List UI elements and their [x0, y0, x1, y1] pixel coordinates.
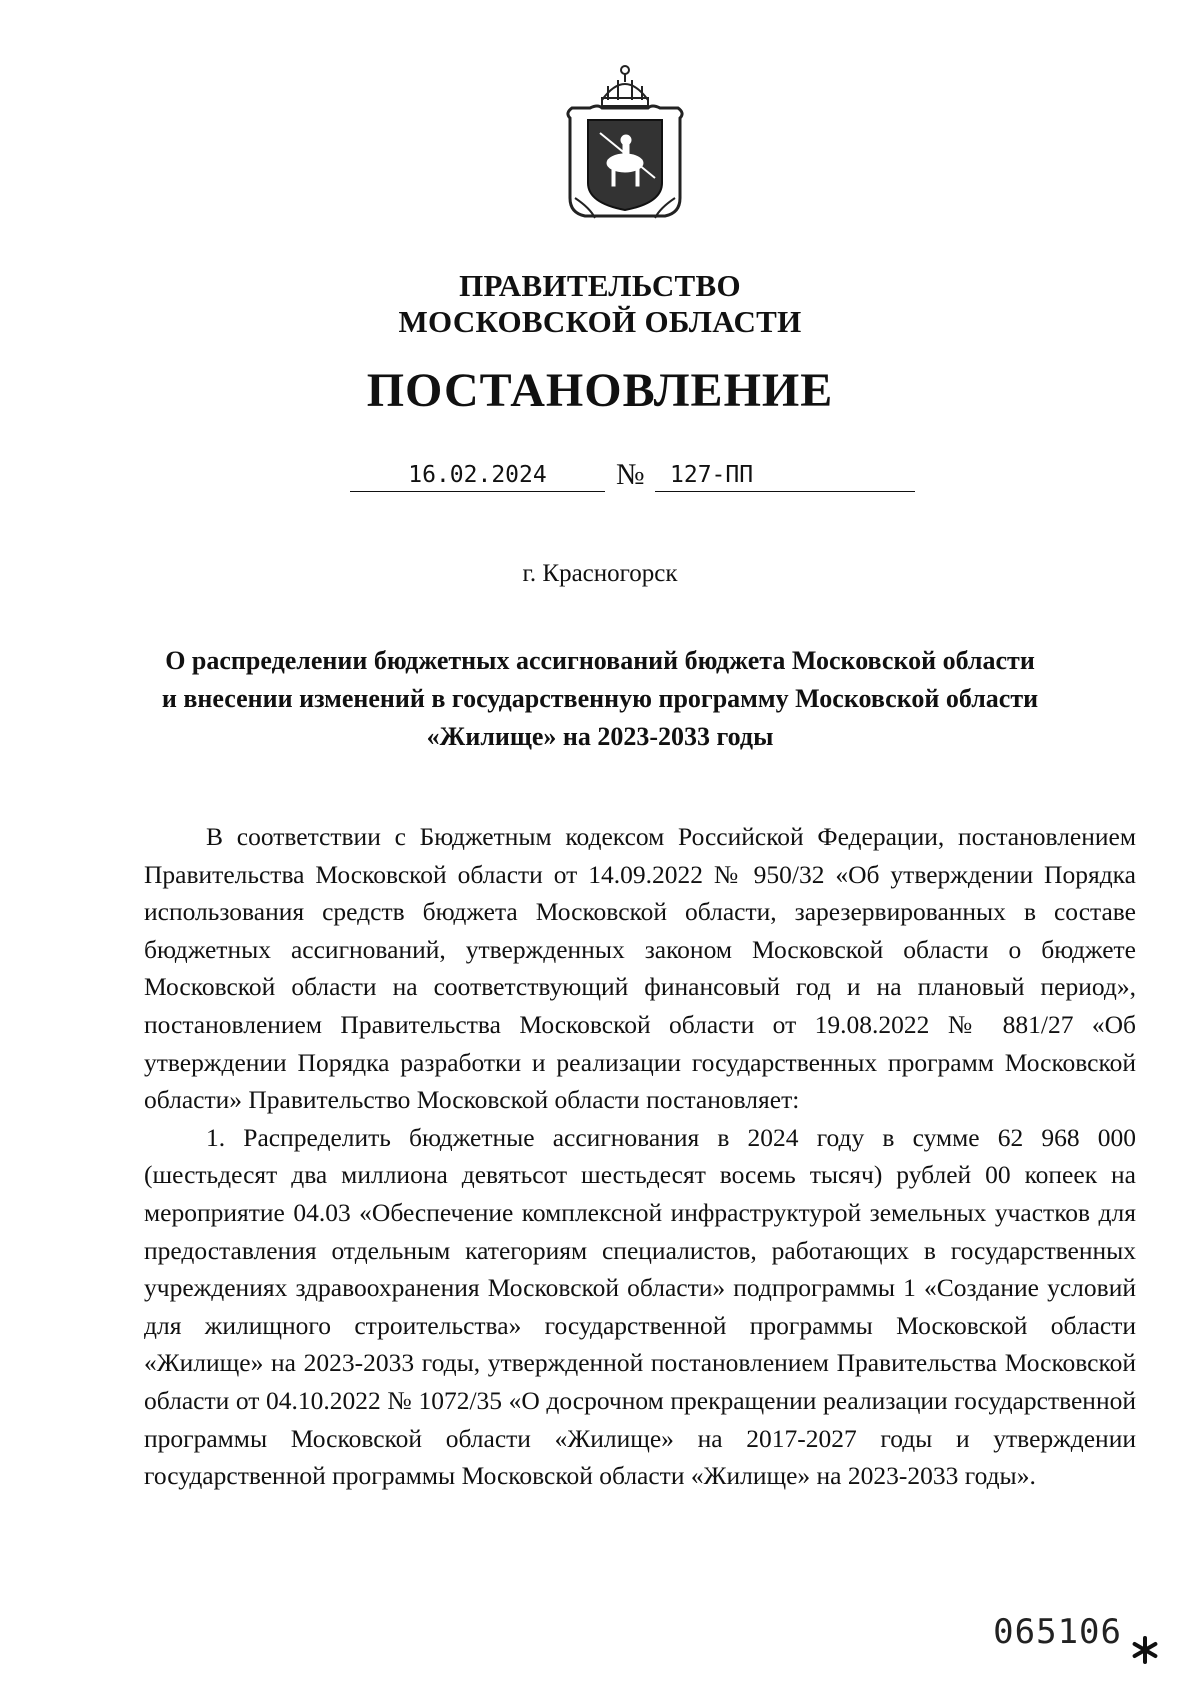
city: г. Красногорск [522, 560, 678, 587]
heading-line2: и внесении изменений в государственную программу Московской области [161, 684, 1039, 713]
coat-of-arms-icon [560, 58, 690, 228]
serial-number: 065106 [993, 1612, 1122, 1652]
heading-line3: «Жилище» на 2023-2033 годы [426, 722, 774, 751]
heading-line1: О распределении бюджетных ассигнований бюджета Московской области [165, 646, 1035, 675]
body-paragraph-item-1: 1. Распределить бюджетные ассигнования в 2024 году в сумме 62 968 000 (шестьдесят два миллиона девятьсот шестьдесят восемь тысяч) рублей 00 копеек на мероприятие 04.03 «Обеспечение комплексной инфраструктурой земельных участков для предоставления отдельным категориям специалистов, работающих в государственных учреждениях здравоохранения Московской области» подпрограммы 1 «Создание условий для жилищного строительства» государственной программы Московской области «Жилище» на 2023-2033 годы, утвержденной постановлением Правительства Московской области от 04.10.2022 № 1072/35 «О досрочном прекращении реализации государственной программы Московской области «Жилище» на 2017-2027 годы и утверждении государственной программы Московской области «Жилище» на 2023-2033 годы». [144, 1122, 1136, 1491]
document-date: 16.02.2024 [350, 462, 605, 492]
government-name-line1: ПРАВИТЕЛЬСТВО [459, 268, 741, 303]
number-sign: № [616, 458, 645, 491]
body-paragraph-preamble: В соответствии с Бюджетным кодексом Российской Федерации, постановлением Правительства Московской области от 14.09.2022 № 950/32 «Об утверждении Порядка использования средств бюджета Московской области, зарезервированных в составе бюджетных ассигнований, утвержденных законом Московской области о бюджете Московской области на соответствующий финансовый год и на плановый период», постановлением Правительства Московской области от 19.08.2022 № 881/27 «Об утверждении Порядка разработки и реализации государственных программ Московской области» Правительство Московской области постановляет: [144, 822, 1136, 1115]
document-type: ПОСТАНОВЛЕНИЕ [366, 364, 834, 417]
document-body [144, 818, 1136, 1495]
government-name-line2: МОСКОВСКОЙ ОБЛАСТИ [398, 304, 802, 339]
document-heading [0, 642, 1200, 756]
asterisk-icon [1130, 1635, 1160, 1665]
document-number: 127-ПП [655, 462, 915, 492]
document-meta-row [0, 458, 1200, 502]
